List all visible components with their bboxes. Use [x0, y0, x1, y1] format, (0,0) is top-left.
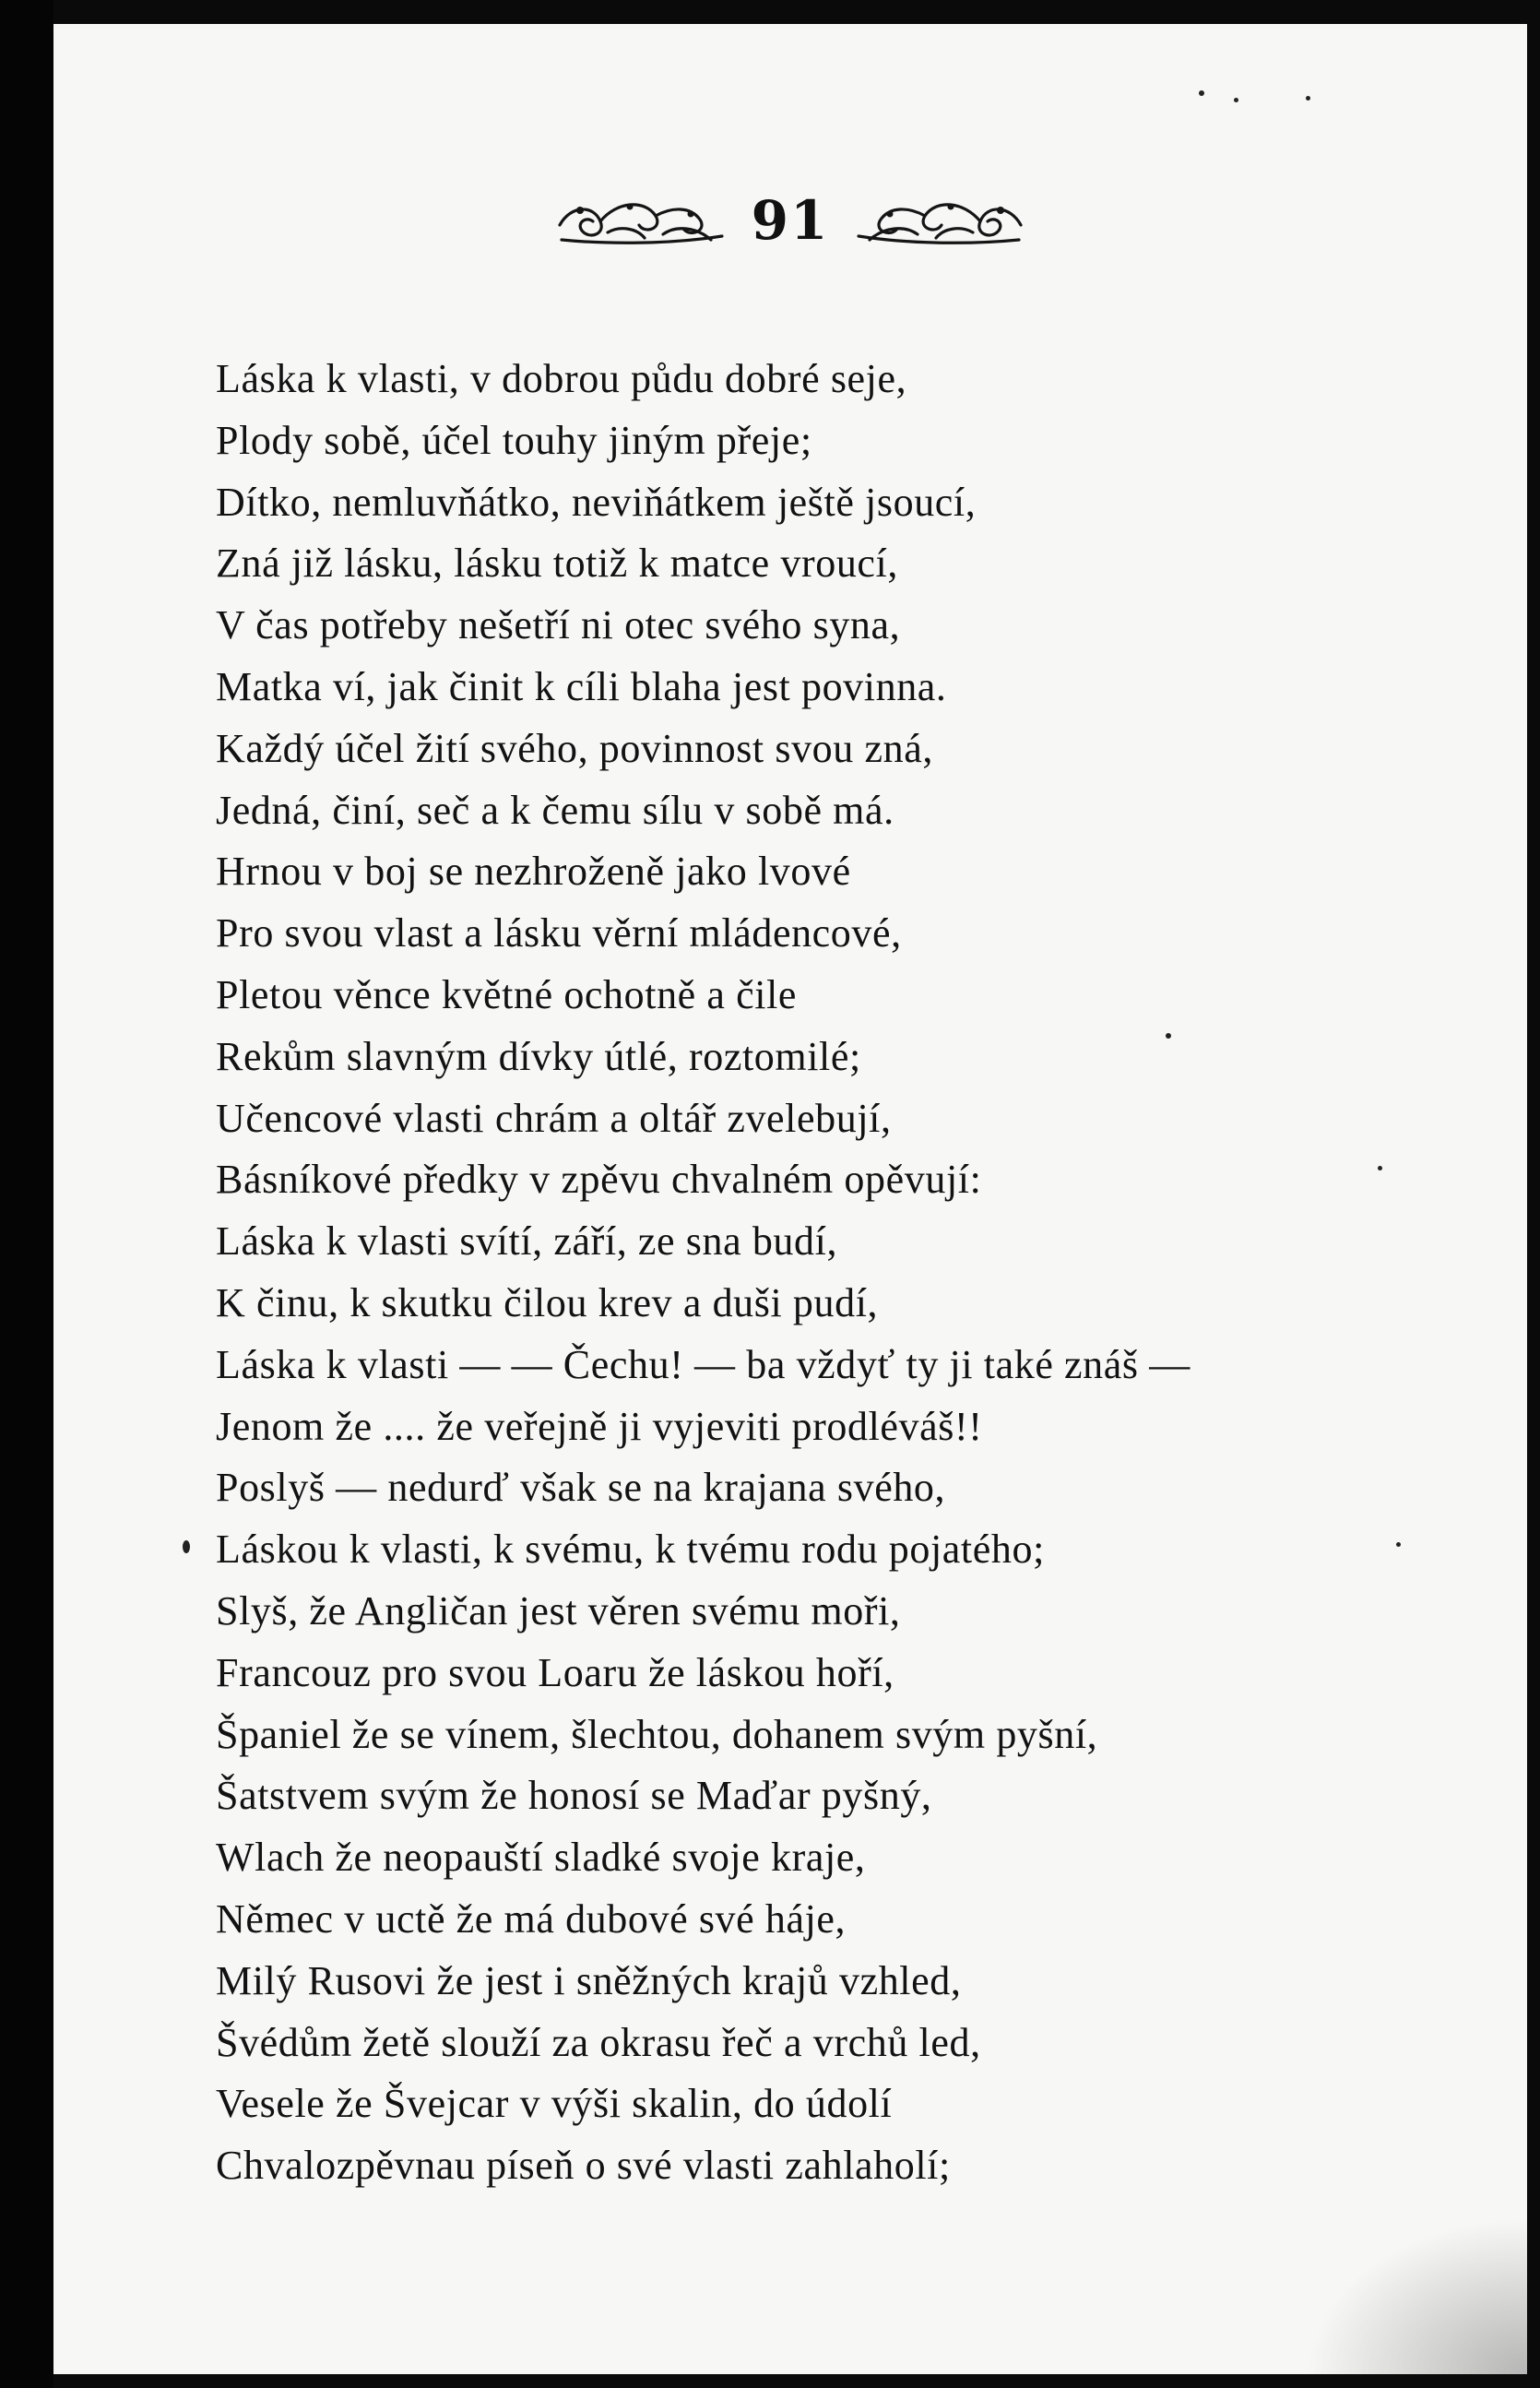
poem-line: Slyš, že Angličan jest věren svému moři, [216, 1587, 901, 1634]
poem-line: Pletou věnce květné ochotně a čile [216, 971, 798, 1017]
poem-line: Láska k vlasti — — Čechu! — ba vždyť ty ji také znáš — [216, 1341, 1191, 1387]
poem-line: Učencové vlasti chrám a oltář zvelebují, [216, 1095, 892, 1141]
poem-line: Milý Rusovi že jest i sněžných krajů vzhled, [216, 1957, 962, 2003]
paper-speck [1199, 90, 1204, 96]
poem-line: Láska k vlasti svítí, září, ze sna budí, [216, 1218, 838, 1265]
poem-line: Němec v uctě že má dubové své háje, [216, 1895, 847, 1942]
poem-line: Rekům slavným dívky útlé, roztomilé; [216, 1033, 861, 1079]
ornament-left-icon [552, 188, 728, 253]
book-page [53, 24, 1527, 2374]
poem-line: Francouz pro svou Loaru že láskou hoří, [216, 1649, 894, 1695]
poem-line: Matka ví, jak činit k cíli blaha jest povinna. [216, 663, 947, 709]
ornament-right-icon [853, 188, 1028, 253]
paper-speck [1396, 1542, 1401, 1547]
poem-line: Básníkové předky v zpěvu chvalném opěvují: [216, 1157, 982, 1203]
paper-speck [1306, 96, 1310, 101]
poem-line: Švédům žetě slouží za okrasu řeč a vrchů led, [216, 2019, 981, 2065]
poem-line: Španiel že se vínem, šlechtou, dohanem svým pyšní, [216, 1711, 1098, 1757]
book-gutter [0, 0, 53, 2388]
paper-speck [183, 1540, 190, 1553]
paper-speck [1166, 1033, 1171, 1039]
page-header [53, 179, 1527, 262]
poem-text [216, 349, 1415, 2197]
poem-line: Jenom že .... že veřejně ji vyjeviti prodléváš!! [216, 1403, 983, 1449]
poem-line: Plody sobě, účel touhy jiným přeje; [216, 417, 812, 463]
poem-line: Pro svou vlast a lásku věrní mládencové, [216, 910, 902, 956]
poem-line: Šatstvem svým že honosí se Maďar pyšný, [216, 1773, 932, 1819]
poem-line: Dítko, nemluvňátko, neviňátkem ještě jsoucí, [216, 479, 977, 525]
poem-line: K činu, k skutku čilou krev a duši pudí, [216, 1279, 879, 1325]
paper-stain [1306, 2217, 1527, 2374]
poem-line: V čas potřeby nešetří ni otec svého syna, [216, 602, 901, 648]
poem-line: Poslyš — nedurď však se na krajana svého, [216, 1465, 946, 1511]
page-number: 91 [751, 189, 830, 252]
poem-line: Každý účel žití svého, povinnost svou zná, [216, 725, 933, 771]
poem-line: Vesele že Švejcar v výši skalin, do údolí [216, 2081, 893, 2127]
paper-speck [1234, 98, 1238, 102]
poem-line: Zná již lásku, lásku totiž k matce vroucí, [216, 541, 898, 587]
poem-line: Jedná, činí, seč a k čemu sílu v sobě má. [216, 787, 894, 833]
poem-line: Wlach že neopauští sladké svoje kraje, [216, 1835, 866, 1881]
poem-line: Láskou k vlasti, k svému, k tvému rodu pojatého; [216, 1527, 1045, 1573]
poem-line: Chvalozpěvnau píseň o své vlasti zahlaholí; [216, 2143, 951, 2189]
poem-line: Láska k vlasti, v dobrou půdu dobré seje, [216, 356, 907, 401]
poem-line: Hrnou v boj se nezhroženě jako lvové [216, 849, 851, 895]
paper-speck [1378, 1166, 1382, 1170]
